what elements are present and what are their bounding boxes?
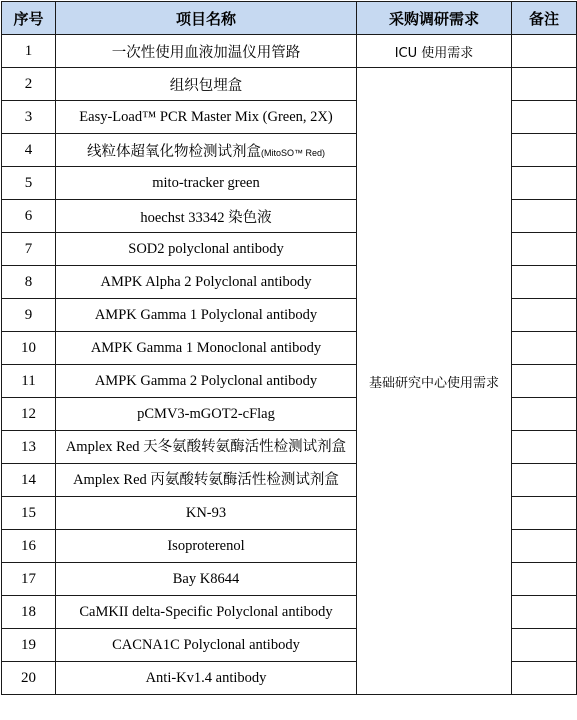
row-number: 11 bbox=[2, 365, 56, 398]
row-number: 13 bbox=[2, 431, 56, 464]
header-requirement: 采购调研需求 bbox=[357, 2, 512, 35]
notes-cell bbox=[512, 596, 577, 629]
row-number: 3 bbox=[2, 101, 56, 134]
header-row bbox=[2, 2, 577, 35]
requirement-icu: ICU 使用需求 bbox=[357, 35, 512, 68]
row-number: 7 bbox=[2, 233, 56, 266]
item-name: AMPK Gamma 1 Polyclonal antibody bbox=[56, 299, 357, 332]
item-name: Isoproterenol bbox=[56, 530, 357, 563]
procurement-table bbox=[1, 1, 577, 695]
row-number: 12 bbox=[2, 398, 56, 431]
header-name: 项目名称 bbox=[56, 2, 357, 35]
row-number: 2 bbox=[2, 68, 56, 101]
item-name-main: 线粒体超氧化物检测试剂盒 bbox=[86, 143, 261, 160]
row-number: 6 bbox=[2, 200, 56, 233]
item-name: hoechst 33342 染色液 bbox=[56, 200, 357, 233]
notes-cell bbox=[512, 398, 577, 431]
notes-cell bbox=[512, 167, 577, 200]
notes-cell bbox=[512, 365, 577, 398]
notes-cell bbox=[512, 299, 577, 332]
item-name: Bay K8644 bbox=[56, 563, 357, 596]
notes-cell bbox=[512, 662, 577, 695]
row-number: 9 bbox=[2, 299, 56, 332]
notes-cell bbox=[512, 200, 577, 233]
item-name: AMPK Alpha 2 Polyclonal antibody bbox=[56, 266, 357, 299]
notes-cell bbox=[512, 497, 577, 530]
item-name: 一次性使用血液加温仪用管路 bbox=[56, 35, 357, 68]
item-name: Amplex Red 丙氨酸转氨酶活性检测试剂盒 bbox=[56, 464, 357, 497]
notes-cell bbox=[512, 464, 577, 497]
row-number: 10 bbox=[2, 332, 56, 365]
row-number: 8 bbox=[2, 266, 56, 299]
row-number: 15 bbox=[2, 497, 56, 530]
table-row bbox=[2, 68, 577, 101]
row-number: 14 bbox=[2, 464, 56, 497]
item-name: Anti-Kv1.4 antibody bbox=[56, 662, 357, 695]
notes-cell bbox=[512, 35, 577, 68]
notes-cell bbox=[512, 101, 577, 134]
notes-cell bbox=[512, 563, 577, 596]
row-number: 16 bbox=[2, 530, 56, 563]
notes-cell bbox=[512, 332, 577, 365]
item-name: KN-93 bbox=[56, 497, 357, 530]
item-name: AMPK Gamma 2 Polyclonal antibody bbox=[56, 365, 357, 398]
row-number: 1 bbox=[2, 35, 56, 68]
notes-cell bbox=[512, 629, 577, 662]
row-number: 17 bbox=[2, 563, 56, 596]
item-name: 组织包埋盒 bbox=[56, 68, 357, 101]
item-name: CACNA1C Polyclonal antibody bbox=[56, 629, 357, 662]
item-name: mito-tracker green bbox=[56, 167, 357, 200]
row-number: 20 bbox=[2, 662, 56, 695]
item-name-suffix: (MitoSO™ Red) bbox=[260, 147, 325, 158]
header-no: 序号 bbox=[2, 2, 56, 35]
row-number: 4 bbox=[2, 134, 56, 167]
notes-cell bbox=[512, 266, 577, 299]
item-name: SOD2 polyclonal antibody bbox=[56, 233, 357, 266]
item-name bbox=[56, 134, 357, 167]
row-number: 19 bbox=[2, 629, 56, 662]
item-name: AMPK Gamma 1 Monoclonal antibody bbox=[56, 332, 357, 365]
header-notes: 备注 bbox=[512, 2, 577, 35]
table-row bbox=[2, 35, 577, 68]
item-name: CaMKII delta-Specific Polyclonal antibody bbox=[56, 596, 357, 629]
item-name: Amplex Red 天冬氨酸转氨酶活性检测试剂盒 bbox=[56, 431, 357, 464]
notes-cell bbox=[512, 233, 577, 266]
notes-cell bbox=[512, 431, 577, 464]
notes-cell bbox=[512, 68, 577, 101]
requirement-research-center: 基础研究中心使用需求 bbox=[357, 68, 512, 695]
notes-cell bbox=[512, 134, 577, 167]
notes-cell bbox=[512, 530, 577, 563]
row-number: 5 bbox=[2, 167, 56, 200]
item-name: pCMV3-mGOT2-cFlag bbox=[56, 398, 357, 431]
row-number: 18 bbox=[2, 596, 56, 629]
item-name: Easy-Load™ PCR Master Mix (Green, 2X) bbox=[56, 101, 357, 134]
